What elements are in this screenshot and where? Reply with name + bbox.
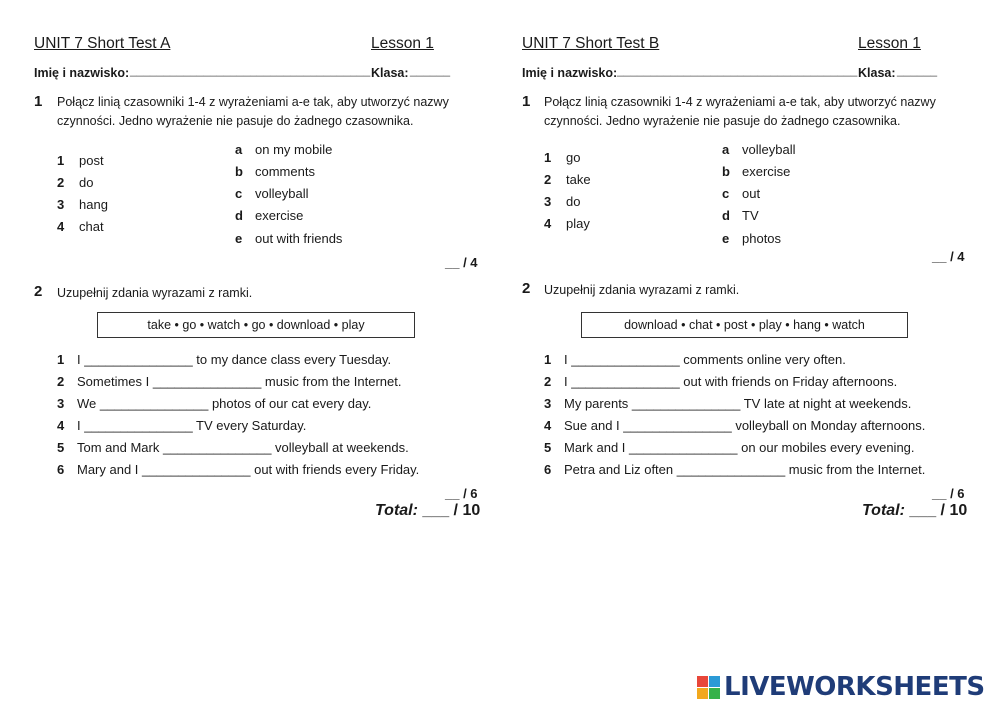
- liveworksheets-logo: [697, 672, 985, 702]
- test-a-class-field[interactable]: ______: [410, 63, 451, 77]
- test-a-lesson: Lesson 1: [371, 35, 434, 52]
- test-a-q1-score: __ / 4: [445, 255, 478, 270]
- list-item: 4 chat: [57, 219, 104, 234]
- test-b-name-field[interactable]: ____________________________________: [617, 63, 858, 77]
- table-row: 4 Sue and I _______________ volleyball on Monday afternoons.: [544, 418, 926, 433]
- list-item: 2 take: [544, 172, 591, 187]
- table-row: 4 I _______________ TV every Saturday.: [57, 418, 307, 433]
- test-a-q1-number: 1: [34, 93, 43, 110]
- test-b-q1-number: 1: [522, 93, 531, 110]
- logo-tile: [697, 676, 708, 687]
- test-a-name-label: Imię i nazwisko:: [34, 66, 130, 80]
- list-item: 1 post: [57, 153, 104, 168]
- test-b-total: Total: ___ / 10: [862, 502, 968, 519]
- logo-tile: [697, 688, 708, 699]
- logo-tiles-icon: [697, 676, 720, 699]
- table-row: 2 Sometimes I _______________ music from the Internet.: [57, 374, 402, 389]
- logo-tile: [709, 688, 720, 699]
- table-row: 5 Mark and I _______________ on our mobiles every evening.: [544, 440, 915, 455]
- test-a-class-label: Klasa:: [371, 66, 409, 80]
- test-b-class-label: Klasa:: [858, 66, 896, 80]
- list-item: d exercise: [235, 208, 304, 223]
- list-item: 3 hang: [57, 197, 108, 212]
- test-b-word-box: download • chat • post • play • hang • watch: [581, 312, 908, 338]
- list-item: e photos: [722, 231, 782, 246]
- test-b-title: UNIT 7 Short Test B: [522, 35, 660, 52]
- test-b-q2-instruction: Uzupełnij zdania wyrazami z ramki.: [544, 283, 740, 297]
- test-a-title: UNIT 7 Short Test A: [34, 35, 171, 52]
- table-row: 6 Petra and Liz often _______________ music from the Internet.: [544, 462, 926, 477]
- list-item: b exercise: [722, 164, 791, 179]
- table-row: 3 My parents _______________ TV late at night at weekends.: [544, 396, 912, 411]
- test-a-name-field[interactable]: ____________________________________: [130, 63, 371, 77]
- table-row: 2 I _______________ out with friends on Friday afternoons.: [544, 374, 898, 389]
- test-a-word-box: take • go • watch • go • download • play: [97, 312, 415, 338]
- test-b-lesson: Lesson 1: [858, 35, 921, 52]
- list-item: d TV: [722, 208, 759, 223]
- table-row: 1 I _______________ to my dance class every Tuesday.: [57, 352, 392, 367]
- list-item: 1 go: [544, 150, 581, 165]
- list-item: 2 do: [57, 175, 94, 190]
- test-a-q2-number: 2: [34, 283, 43, 300]
- test-b-q2-number: 2: [522, 280, 531, 297]
- logo-text: LIVEWORKSHEETS: [724, 672, 985, 702]
- test-a-q1-instruction: Połącz linią czasowniki 1-4 z wyrażeniami a-e tak, aby utworzyć nazwy czynności. Jedno wyrażenie nie pasuje do żadnego czasownika.: [57, 95, 449, 128]
- test-b-q1-score: __ / 4: [932, 249, 965, 264]
- test-b-q1-instruction: Połącz linią czasowniki 1-4 z wyrażeniami a-e tak, aby utworzyć nazwy czynności. Jedno wyrażenie nie pasuje do żadnego czasownika.: [544, 95, 936, 128]
- table-row: 1 I _______________ comments online very often.: [544, 352, 846, 367]
- list-item: b comments: [235, 164, 315, 179]
- list-item: 3 do: [544, 194, 581, 209]
- table-row: 3 We _______________ photos of our cat every day.: [57, 396, 372, 411]
- test-b-name-label: Imię i nazwisko:: [522, 66, 618, 80]
- test-a-q2-instruction: Uzupełnij zdania wyrazami z ramki.: [57, 286, 253, 300]
- list-item: c volleyball: [235, 186, 309, 201]
- list-item: a on my mobile: [235, 142, 333, 157]
- list-item: a volleyball: [722, 142, 796, 157]
- list-item: e out with friends: [235, 231, 343, 246]
- test-a-total: Total: ___ / 10: [375, 502, 481, 519]
- test-b-class-field[interactable]: ______: [897, 63, 938, 77]
- table-row: 5 Tom and Mark _______________ volleyball at weekends.: [57, 440, 409, 455]
- list-item: 4 play: [544, 216, 590, 231]
- test-a-q2-score: __ / 6: [445, 486, 478, 501]
- test-b-q2-score: __ / 6: [932, 486, 965, 501]
- logo-tile: [709, 676, 720, 687]
- list-item: c out: [722, 186, 761, 201]
- table-row: 6 Mary and I _______________ out with friends every Friday.: [57, 462, 420, 477]
